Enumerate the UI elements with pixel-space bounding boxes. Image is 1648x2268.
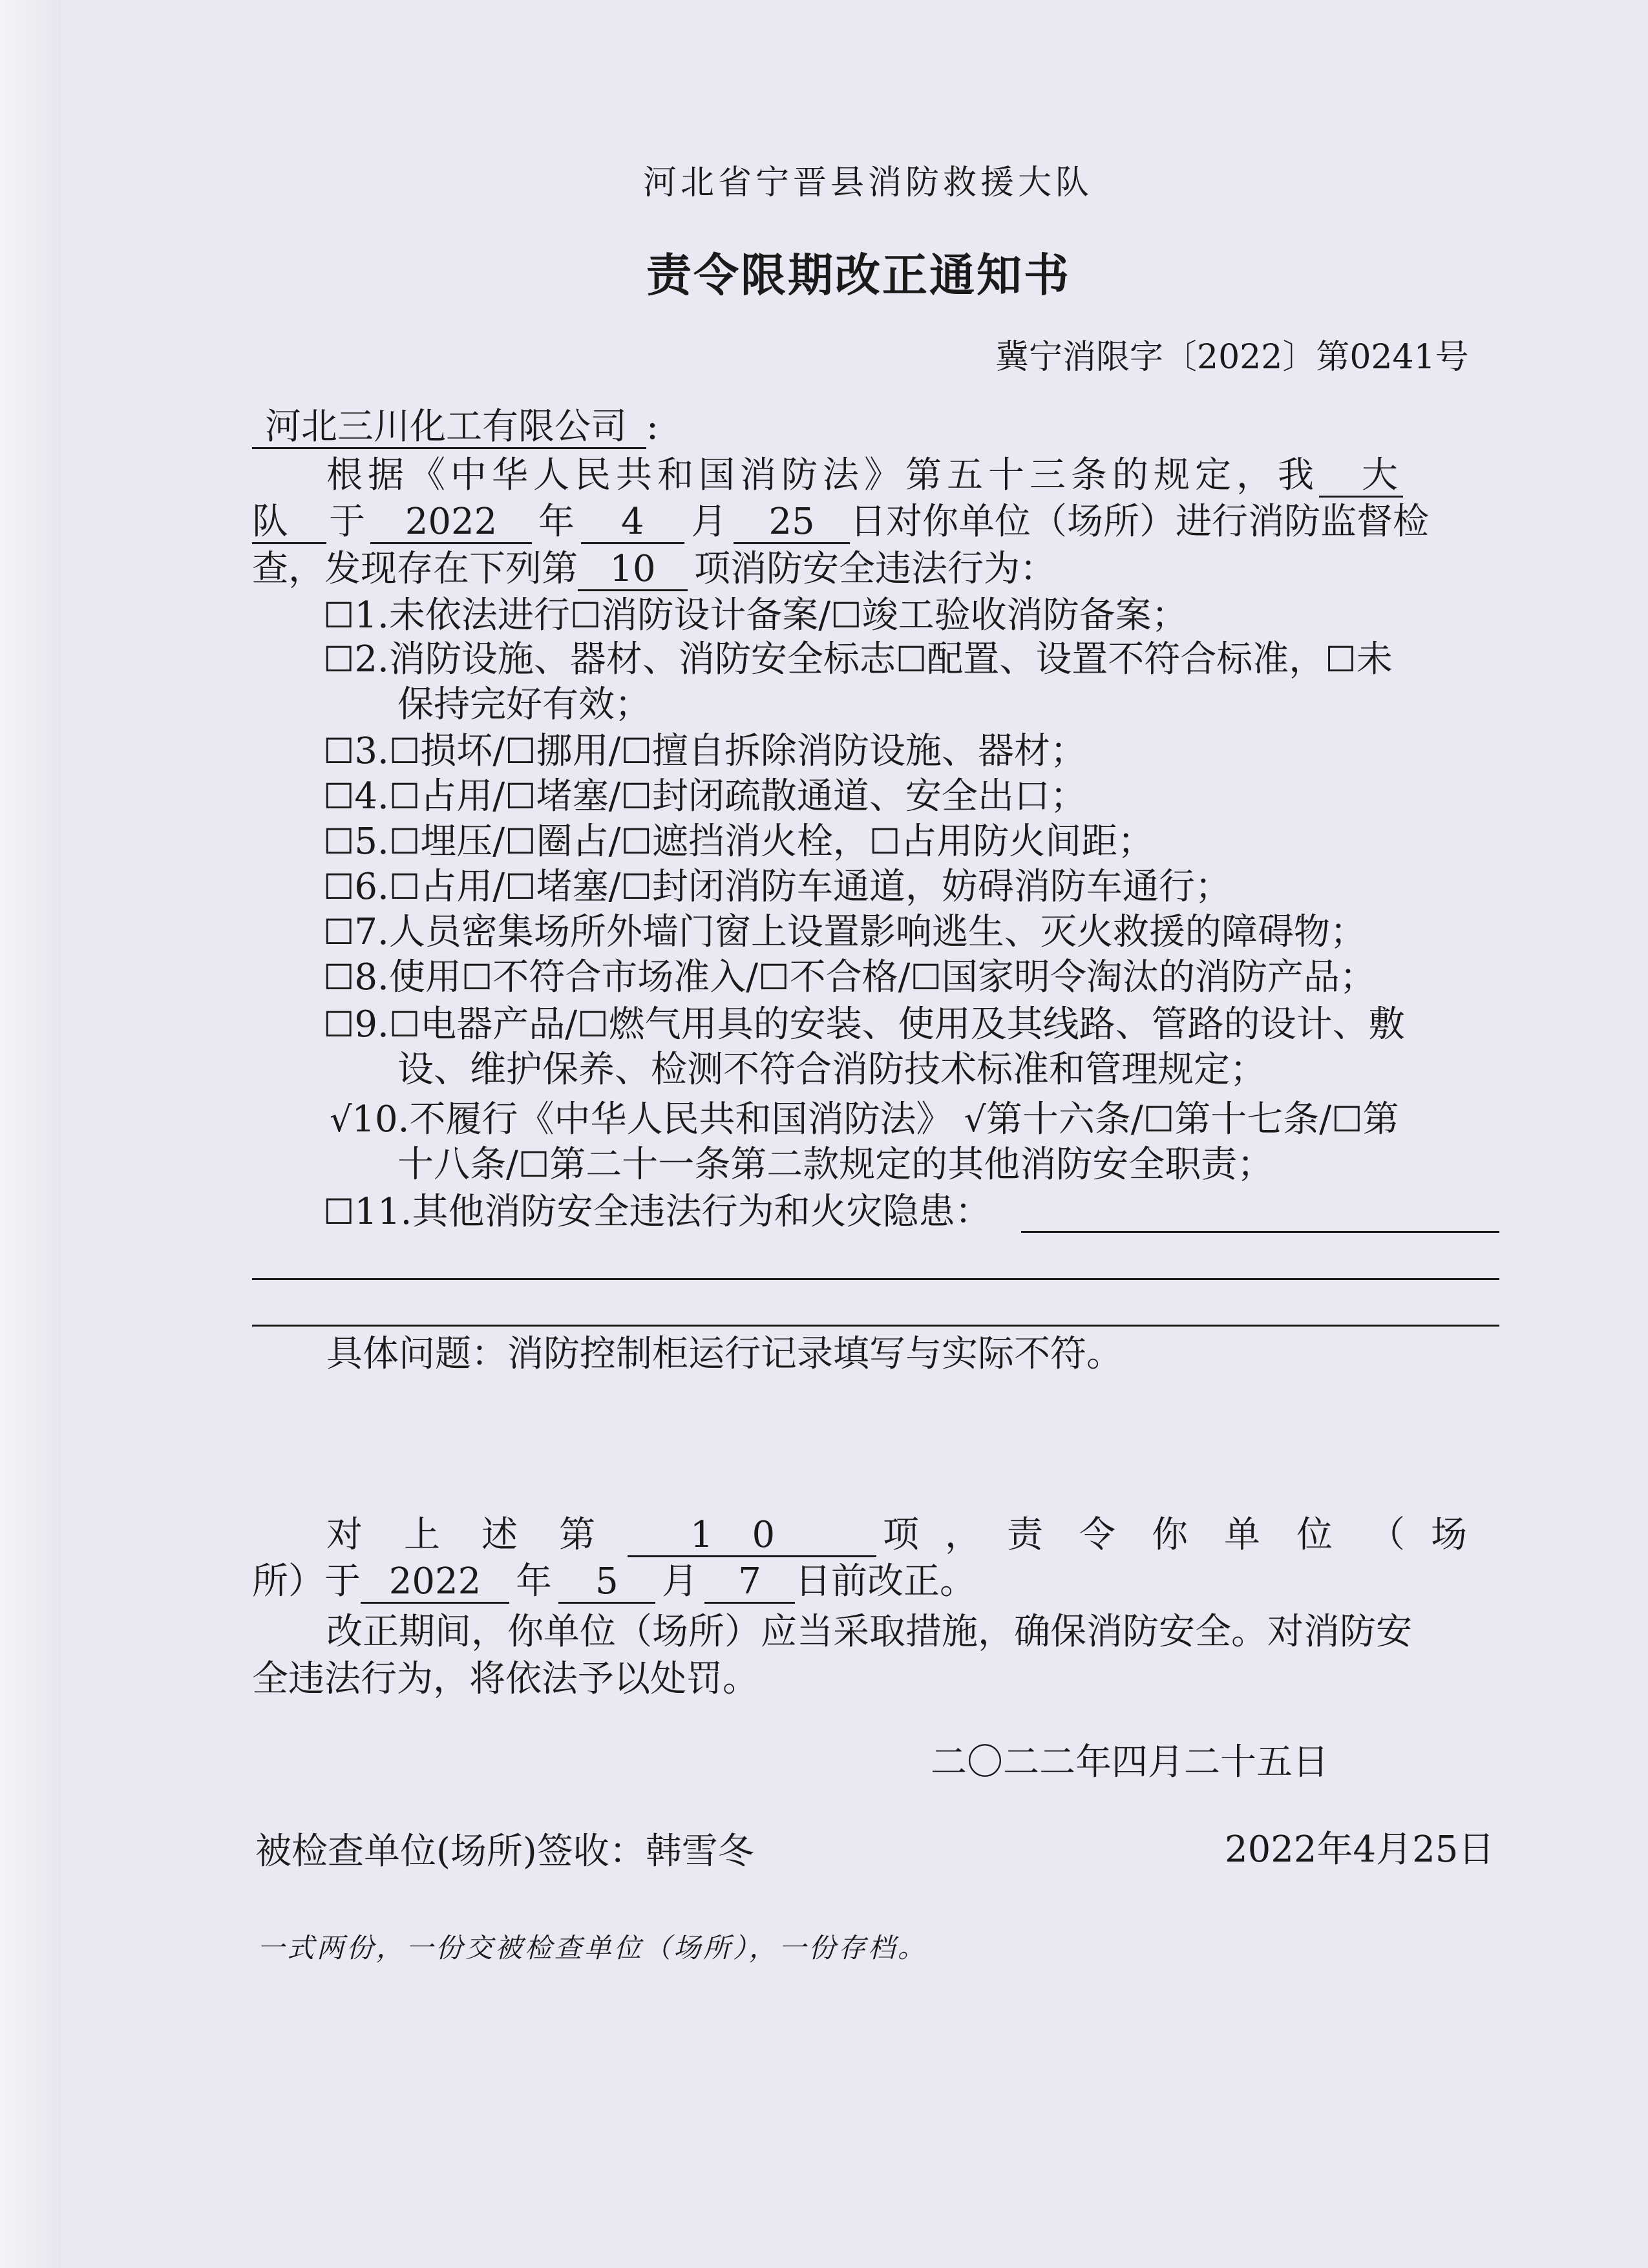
checkbox-unchecked[interactable]: ☐: [569, 595, 602, 636]
item-text: 封闭疏散通道、安全出口；: [651, 775, 1086, 817]
footer-note: 一式两份，一份交被检查单位（场所），一份存档。: [257, 1932, 928, 1964]
checkbox-unchecked[interactable]: ☐: [620, 776, 652, 817]
item-text: 第二十一条第二款规定的其他消防安全职责；: [549, 1144, 1274, 1186]
checkbox-unchecked[interactable]: ☐: [323, 957, 355, 998]
order-char: ，: [945, 1514, 981, 1556]
checkbox-unchecked[interactable]: ☐: [461, 957, 493, 998]
document-title: 责令限期改正通知书: [646, 248, 1071, 302]
blank-line-3: [252, 1325, 1499, 1327]
intro-text-3: 查，发现存在下列第: [252, 548, 578, 590]
item-text: 消防设施、器材、消防安全标志: [388, 638, 896, 680]
violation-item-number: 10: [578, 549, 688, 591]
item-9-cont: 设、维护保养、检测不符合消防技术标准和管理规定；: [397, 1049, 1266, 1091]
order-line-1: [326, 1512, 1467, 1559]
item-number: 3.: [354, 730, 389, 772]
item-text: 占用/: [420, 866, 505, 908]
inspection-day: 25: [734, 502, 850, 544]
checkbox-unchecked[interactable]: ☐: [323, 1004, 355, 1045]
nian-label: 年: [538, 501, 575, 543]
order-char: 责: [1007, 1514, 1043, 1556]
item-2: [323, 636, 1393, 683]
item-text: 占用防火间距；: [900, 821, 1154, 863]
order-char: 令: [1079, 1514, 1115, 1556]
item-number: 6.: [354, 866, 389, 908]
intro-text-4: 项消防安全违法行为：: [694, 548, 1056, 590]
recipient-name: 河北三川化工有限公司: [252, 407, 646, 449]
item-number: 9.: [354, 1003, 389, 1045]
checkbox-unchecked[interactable]: ☐: [1325, 639, 1357, 680]
item-text: 十八条/: [397, 1144, 518, 1186]
item-11: [323, 1189, 991, 1235]
item-text: 燃气用具的安装、使用及其线路、管路的设计、敷: [608, 1003, 1405, 1045]
order-text: 月: [662, 1560, 698, 1602]
checkbox-unchecked[interactable]: ☐: [518, 1144, 550, 1185]
item-10-cont: [397, 1142, 1273, 1188]
checkbox-unchecked[interactable]: ☐: [323, 821, 355, 862]
yu-label: 于: [329, 501, 365, 543]
item-text: 未依法进行: [388, 594, 570, 636]
order-char: 述: [481, 1514, 518, 1556]
order-char: 对: [326, 1514, 363, 1556]
agency-short-b: 队: [252, 502, 326, 544]
blank-line-1: [1021, 1231, 1499, 1233]
item-10: [330, 1097, 1399, 1143]
checkbox-unchecked[interactable]: ☐: [388, 821, 421, 862]
item-text: 配置、设置不符合标准，: [927, 638, 1326, 680]
intro-line-1: [326, 452, 1403, 499]
item-number: 11.: [354, 1191, 412, 1233]
checkbox-unchecked[interactable]: ☐: [323, 731, 355, 772]
order-char: 位: [1296, 1514, 1333, 1556]
item-text: 挪用/: [536, 730, 621, 772]
intro-text-1: 根据《中华人民共和国消防法》第五十三条的规定，我: [326, 454, 1319, 496]
item-4: [323, 773, 1086, 820]
item-number: 10.: [352, 1098, 410, 1140]
deadline-day: 7: [704, 1562, 795, 1604]
inspection-year: 2022: [370, 502, 532, 544]
deadline-year: 2022: [361, 1562, 509, 1604]
checkbox-unchecked[interactable]: ☐: [910, 957, 942, 998]
item-text: 不符合市场准入/: [492, 956, 759, 998]
checkbox-unchecked[interactable]: ☐: [620, 821, 652, 862]
item-text: 消防设计备案/: [601, 594, 831, 636]
item-text: 圈占/: [536, 821, 621, 863]
item-text: 国家明令淘汰的消防产品；: [941, 956, 1376, 998]
item-7: [323, 909, 1366, 956]
item-text: 损坏/: [420, 730, 505, 772]
inspection-month: 4: [581, 502, 684, 544]
order-text: 所）于: [252, 1560, 361, 1602]
recipient-line: [252, 404, 659, 450]
item-text: 人员密集场所外墙门窗上设置影响逃生、灭火救援的障碍物；: [388, 911, 1366, 953]
intro-line-2: [252, 499, 1429, 545]
intro-line-3: [252, 546, 1056, 593]
checkbox-unchecked[interactable]: ☐: [323, 1192, 355, 1232]
item-text: 占用/: [420, 775, 505, 817]
item-text: 电器产品/: [420, 1003, 578, 1045]
signoff-line: [255, 1829, 754, 1875]
period-line-2: 全违法行为，将依法予以处罚。: [252, 1658, 759, 1700]
checkbox-unchecked[interactable]: ☐: [830, 595, 862, 636]
agency-short-a: 大: [1319, 456, 1403, 498]
item-text: 竣工验收消防备案；: [861, 594, 1188, 636]
checkbox-unchecked[interactable]: ☐: [323, 866, 355, 907]
checkbox-unchecked[interactable]: ☐: [869, 821, 901, 862]
item-number: 5.: [354, 821, 389, 863]
issue-date: 二〇二二年四月二十五日: [931, 1741, 1329, 1783]
item-number: 4.: [354, 775, 389, 817]
item-number: 7.: [354, 911, 389, 953]
item-1: [323, 593, 1188, 639]
agency-header: 河北省宁晋县消防救援大队: [643, 163, 1093, 202]
item-text: 封闭消防车通道，妨碍消防车通行；: [651, 866, 1231, 908]
checkbox-unchecked[interactable]: ☐: [323, 776, 355, 817]
document-number: 冀宁消限字〔2022〕第0241号: [995, 338, 1469, 377]
checkbox-checked[interactable]: √: [330, 1099, 352, 1140]
checkbox-checked[interactable]: √: [964, 1099, 986, 1140]
order-char: （: [1369, 1514, 1405, 1556]
signoff-name: 韩雪冬: [645, 1831, 754, 1873]
checkbox-unchecked[interactable]: ☐: [323, 595, 355, 636]
item-text: 遮挡消火栓，: [651, 821, 869, 863]
scan-page-edge: [0, 0, 61, 2268]
checkbox-unchecked[interactable]: ☐: [505, 866, 536, 907]
signoff-label: 被检查单位(场所)签收：: [255, 1831, 646, 1873]
checkbox-unchecked[interactable]: ☐: [388, 776, 421, 817]
order-char: 场: [1431, 1514, 1467, 1556]
order-item-number: 10: [628, 1515, 876, 1557]
checkbox-unchecked[interactable]: ☐: [323, 639, 355, 680]
item-8: [323, 954, 1376, 1001]
recipient-colon: :: [646, 406, 659, 448]
item-2-cont: 保持完好有效；: [397, 684, 651, 726]
item-text: 未: [1356, 638, 1393, 680]
checkbox-unchecked[interactable]: ☐: [758, 957, 790, 998]
checkbox-unchecked[interactable]: ☐: [388, 866, 421, 907]
item-3: [323, 728, 1086, 775]
order-char: 上: [404, 1514, 440, 1556]
order-char: 第: [559, 1514, 595, 1556]
checkbox-unchecked[interactable]: ☐: [323, 912, 355, 952]
item-9: [323, 1002, 1405, 1048]
item-text: 第十六条/: [986, 1098, 1143, 1140]
checkbox-unchecked[interactable]: ☐: [505, 731, 536, 772]
order-char: 项: [883, 1514, 919, 1556]
blank-line-2: [252, 1278, 1499, 1280]
item-text: 堵塞/: [536, 866, 621, 908]
checkbox-unchecked[interactable]: ☐: [388, 1004, 421, 1045]
checkbox-unchecked[interactable]: ☐: [620, 866, 652, 907]
order-char: 单: [1224, 1514, 1260, 1556]
checkbox-unchecked[interactable]: ☐: [388, 731, 421, 772]
item-text: 第: [1362, 1098, 1399, 1140]
yue-label: 月: [691, 501, 727, 543]
item-text: 不合格/: [789, 956, 911, 998]
item-text: 第十七条/: [1174, 1098, 1332, 1140]
item-text: 其他消防安全违法行为和火灾隐患：: [412, 1191, 991, 1233]
period-line-1: 改正期间，你单位（场所）应当采取措施，确保消防安全。对消防安: [326, 1611, 1412, 1653]
item-text: 堵塞/: [536, 775, 621, 817]
item-number: 8.: [354, 956, 389, 998]
checkbox-unchecked[interactable]: ☐: [505, 776, 536, 817]
specific-issue: 具体问题：消防控制柜运行记录填写与实际不符。: [326, 1333, 1123, 1375]
item-number: 2.: [354, 638, 389, 680]
signoff-date: 2022年4月25日: [1225, 1829, 1495, 1871]
checkbox-unchecked[interactable]: ☐: [1143, 1099, 1175, 1140]
order-char: 你: [1152, 1514, 1188, 1556]
item-text: 使用: [388, 956, 461, 998]
order-text: 年: [516, 1560, 552, 1602]
item-number: 1.: [354, 594, 389, 636]
checkbox-unchecked[interactable]: ☐: [505, 821, 536, 862]
intro-text-2: 日对你单位（场所）进行消防监督检: [850, 501, 1429, 543]
order-line-2: [252, 1559, 976, 1605]
item-6: [323, 864, 1231, 910]
item-text: 擅自拆除消防设施、器材；: [651, 730, 1086, 772]
item-text: 埋压/: [420, 821, 505, 863]
checkbox-unchecked[interactable]: ☐: [577, 1004, 609, 1045]
checkbox-unchecked[interactable]: ☐: [1331, 1099, 1363, 1140]
checkbox-unchecked[interactable]: ☐: [620, 731, 652, 772]
item-text: 不履行《中华人民共和国消防法》: [409, 1098, 953, 1140]
deadline-month: 5: [558, 1562, 655, 1604]
item-5: [323, 819, 1154, 865]
order-text: 日前改正。: [795, 1560, 976, 1602]
checkbox-unchecked[interactable]: ☐: [895, 639, 927, 680]
